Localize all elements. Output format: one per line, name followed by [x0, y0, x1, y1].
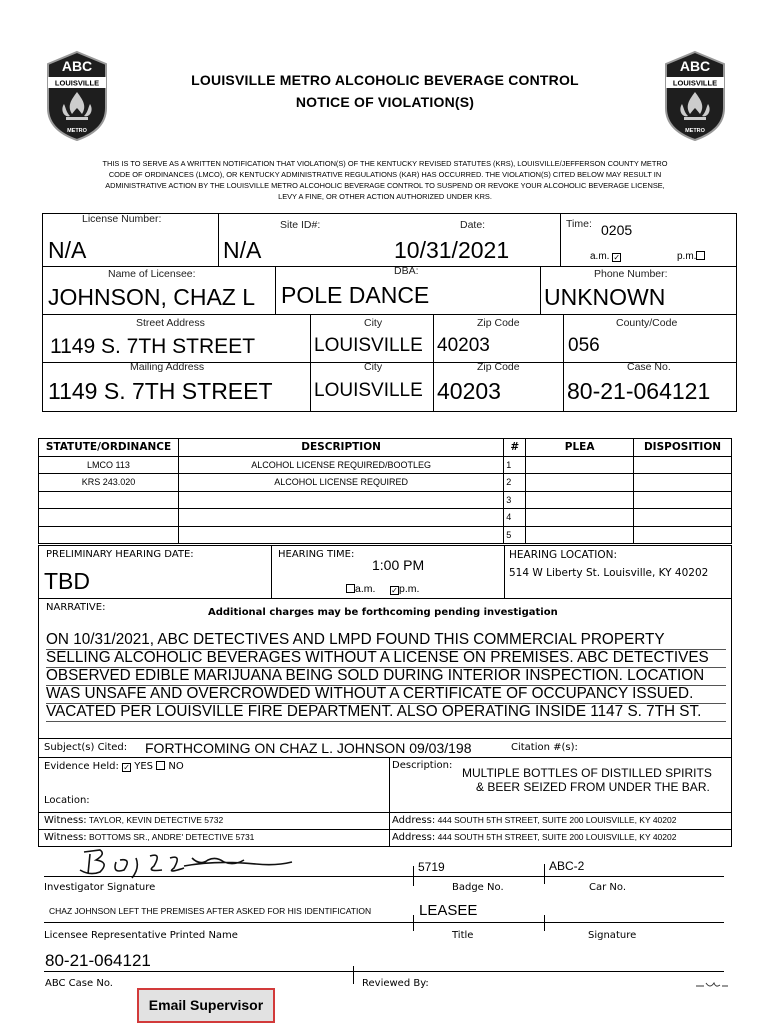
mail-zip-value[interactable]: 40203 — [437, 378, 501, 404]
number-cell: 1 — [504, 456, 526, 474]
car-value[interactable]: ABC-2 — [549, 859, 585, 873]
disposition-cell[interactable] — [634, 456, 732, 474]
witness-name[interactable]: TAYLOR, KEVIN DETECTIVE 5732 — [88, 815, 224, 825]
evidence-label: Evidence Held: ✓ YES NO — [44, 761, 184, 772]
case-label: Case No. — [627, 361, 671, 373]
abc-case-value[interactable]: 80-21-064121 — [45, 951, 151, 970]
evidence-description-label: Description: — [392, 760, 453, 771]
col-description: DESCRIPTION — [178, 439, 503, 457]
violations-table — [38, 438, 732, 544]
phone-value[interactable]: UNKNOWN — [544, 284, 666, 310]
title-label: Title — [452, 930, 474, 941]
licensee-rep-value[interactable]: CHAZ JOHNSON LEFT THE PREMISES AFTER ASKED FOR HIS IDENTIFICATION — [49, 906, 372, 916]
witness-address-2: Address: 444 SOUTH 5TH STREET, SUITE 200 LOUISVILLE, KY 40202 — [392, 832, 677, 843]
phone-label: Phone Number: — [594, 268, 668, 280]
badge-value[interactable]: 5719 — [418, 860, 445, 874]
dba-label: DBA: — [394, 265, 419, 277]
license-number-label: License Number: — [82, 213, 162, 225]
evidence-description-line2[interactable]: & BEER SEIZED FROM UNDER THE BAR. — [476, 780, 710, 794]
time-value[interactable]: 0205 — [601, 222, 633, 238]
logo-abc-text: ABC — [679, 58, 711, 74]
mail-city-label: City — [364, 361, 383, 373]
disposition-cell[interactable] — [634, 474, 732, 492]
evidence-no-label: NO — [168, 761, 184, 772]
statute-cell[interactable]: KRS 243.020 — [39, 474, 179, 492]
mail-city-value[interactable]: LOUISVILLE — [314, 380, 423, 401]
narrative-note: Additional charges may be forthcoming pending investigation — [208, 607, 558, 618]
plea-cell[interactable] — [526, 509, 634, 527]
narrative-line[interactable]: VACATED PER LOUISVILLE FIRE DEPARTMENT. ALSO OPERATING INSIDE 1147 S. 7TH ST. — [46, 703, 726, 722]
reviewed-by-label: Reviewed By: — [362, 978, 429, 989]
plea-cell[interactable] — [526, 526, 634, 544]
licensee-value[interactable]: JOHNSON, CHAZ L — [48, 284, 256, 310]
table-row — [39, 456, 732, 474]
description-cell[interactable]: ALCOHOL LICENSE REQUIRED/BOOTLEG — [178, 456, 503, 474]
form-title: LOUISVILLE METRO ALCOHOLIC BEVERAGE CONTROL — [191, 72, 579, 88]
description-cell[interactable]: ALCOHOL LICENSE REQUIRED — [178, 474, 503, 492]
table-row — [39, 474, 732, 492]
logo-band-text: LOUISVILLE — [672, 78, 718, 88]
dba-value[interactable]: POLE DANCE — [281, 282, 430, 308]
col-plea: PLEA — [526, 439, 634, 457]
hearing-location-value[interactable]: 514 W Liberty St. Louisville, KY 40202 — [509, 567, 709, 579]
time-pm-option[interactable]: p.m. — [677, 251, 705, 262]
zip-label: Zip Code — [477, 317, 520, 329]
reviewer-initials-mark — [694, 980, 730, 992]
narrative-line[interactable]: ON 10/31/2021, ABC DETECTIVES AND LMPD FOUND THIS COMMERCIAL PROPERTY — [46, 631, 726, 650]
number-cell: 5 — [504, 526, 526, 544]
subjects-label: Subject(s) Cited: — [44, 742, 128, 753]
hearing-location-label: HEARING LOCATION: — [509, 549, 618, 561]
mail-zip-label: Zip Code — [477, 361, 520, 373]
witness-row-1: Witness: TAYLOR, KEVIN DETECTIVE 5732 — [44, 815, 224, 826]
narrative-line[interactable]: OBSERVED EDIBLE MARIJUANA BEING SOLD DURING INTERIOR INSPECTION. LOCATION — [46, 667, 726, 686]
am-checkbox[interactable]: ✓ — [613, 253, 621, 262]
evidence-yes-label: YES — [134, 761, 154, 772]
witness-address[interactable]: 444 SOUTH 5TH STREET, SUITE 200 LOUISVILLE, KY 40202 — [437, 815, 677, 825]
narrative-label: NARRATIVE: — [46, 602, 106, 613]
hearing-am-checkbox[interactable] — [346, 584, 355, 593]
licensee-rep-label: Licensee Representative Printed Name — [44, 930, 238, 941]
mailing-value[interactable]: 1149 S. 7TH STREET — [48, 378, 273, 404]
evidence-no-checkbox[interactable] — [156, 761, 165, 770]
time-am-option[interactable]: a.m. ✓ — [590, 251, 621, 262]
hearing-pm-checkbox[interactable]: ✓ — [391, 586, 398, 595]
form-subtitle: NOTICE OF VIOLATION(S) — [295, 94, 475, 110]
disposition-cell[interactable] — [634, 509, 732, 527]
hearing-date-label: PRELIMINARY HEARING DATE: — [46, 549, 194, 560]
description-cell[interactable] — [178, 509, 503, 527]
date-value[interactable]: 10/31/2021 — [394, 237, 510, 263]
license-number-value[interactable]: N/A — [48, 237, 87, 263]
logo-metro-text: METRO — [685, 128, 705, 134]
table-row — [39, 526, 732, 544]
description-cell[interactable] — [178, 526, 503, 544]
case-value[interactable]: 80-21-064121 — [567, 378, 711, 404]
county-label: County/Code — [616, 317, 678, 329]
pm-checkbox[interactable] — [696, 251, 705, 260]
statute-cell[interactable] — [39, 509, 179, 527]
zip-value[interactable]: 40203 — [437, 335, 490, 356]
mailing-label: Mailing Address — [130, 361, 205, 373]
hearing-pm-option[interactable]: ✓p.m. — [391, 583, 420, 595]
investigator-signature-image — [66, 844, 306, 880]
city-value[interactable]: LOUISVILLE — [314, 335, 423, 356]
email-supervisor-button[interactable]: Email Supervisor — [137, 988, 275, 1023]
time-label: Time: — [566, 218, 592, 230]
hearing-time-label: HEARING TIME: — [278, 549, 355, 560]
table-row — [39, 491, 732, 509]
number-cell: 3 — [504, 491, 526, 509]
site-id-label: Site ID#: — [280, 219, 321, 231]
signature-label: Signature — [588, 930, 637, 941]
county-value[interactable]: 056 — [568, 335, 600, 356]
street-value[interactable]: 1149 S. 7TH STREET — [50, 335, 256, 358]
abc-case-label: ABC Case No. — [45, 978, 113, 989]
violations-header-row — [39, 439, 732, 457]
logo-metro-text: METRO — [67, 128, 87, 134]
table-row — [39, 509, 732, 527]
disposition-cell[interactable] — [634, 526, 732, 544]
col-disposition: DISPOSITION — [634, 439, 732, 457]
hearing-time-value[interactable]: 1:00 PM — [372, 557, 425, 573]
plea-cell[interactable] — [526, 474, 634, 492]
logo-band-text: LOUISVILLE — [54, 78, 100, 88]
narrative-line[interactable]: SELLING ALCOHOLIC BEVERAGES WITHOUT A LICENSE ON PREMISES. ABC DETECTIVES — [46, 649, 726, 668]
narrative-line[interactable]: WAS UNSAFE AND OVERCROWDED WITHOUT A CERTIFICATE OF OCCUPANCY ISSUED. — [46, 685, 726, 704]
witness-address-1: Address: 444 SOUTH 5TH STREET, SUITE 200 LOUISVILLE, KY 40202 — [392, 815, 677, 826]
description-cell[interactable] — [178, 491, 503, 509]
citation-label: Citation #(s): — [511, 742, 578, 753]
hearing-am-option[interactable]: a.m. — [346, 583, 375, 595]
investigator-signature-label: Investigator Signature — [44, 882, 156, 893]
disposition-cell[interactable] — [634, 491, 732, 509]
subjects-value[interactable]: FORTHCOMING ON CHAZ L. JOHNSON 09/03/198 — [145, 740, 472, 756]
col-statute: STATUTE/ORDINANCE — [39, 439, 179, 457]
number-cell: 4 — [504, 509, 526, 527]
witness-name[interactable]: BOTTOMS SR., ANDRE' DETECTIVE 5731 — [89, 832, 255, 842]
site-id-value[interactable]: N/A — [223, 237, 262, 263]
licensee-label: Name of Licensee: — [108, 268, 196, 280]
evidence-description-line1[interactable]: MULTIPLE BOTTLES OF DISTILLED SPIRITS — [462, 766, 712, 780]
city-label: City — [364, 317, 383, 329]
witness-row-2: Witness: BOTTOMS SR., ANDRE' DETECTIVE 5731 — [44, 832, 255, 843]
statute-cell[interactable] — [39, 491, 179, 509]
hearing-date-value[interactable]: TBD — [44, 568, 90, 594]
col-number: # — [504, 439, 526, 457]
evidence-location-label: Location: — [44, 795, 90, 806]
plea-cell[interactable] — [526, 456, 634, 474]
intro-notice: THIS IS TO SERVE AS A WRITTEN NOTIFICATION THAT VIOLATION(S) OF THE KENTUCKY REVISED STATUTES (KRS), LOUISVILLE/JEFFERSON COUNTY METRO CODE OF ORDINANCES (LMCO), OR KENTUCKY ADMINISTRATIVE REGULATIONS (KAR) HAS OCCURRED. THE VIOLATION(S) CITED BELOW MAY RESULT IN ADMINISTRATIVE ACTION BY THE LOUISVILLE METRO ALCOHOLIC BEVERAGE CONTROL TO SUSPEND OR REVOKE YOUR ALCOHOLIC BEVERAGE LICENSE, LEVY A FINE, OR OTHER ACTION AUTHORIZED UNDER KRS. — [102, 159, 668, 201]
date-label: Date: — [460, 219, 486, 231]
evidence-yes-checkbox[interactable]: ✓ — [123, 763, 130, 772]
statute-cell[interactable]: LMCO 113 — [39, 456, 179, 474]
car-label: Car No. — [589, 882, 627, 893]
street-label: Street Address — [136, 317, 205, 329]
badge-label: Badge No. — [452, 882, 504, 893]
title-value[interactable]: LEASEE — [419, 902, 478, 919]
number-cell: 2 — [504, 474, 526, 492]
plea-cell[interactable] — [526, 491, 634, 509]
statute-cell[interactable] — [39, 526, 179, 544]
witness-address[interactable]: 444 SOUTH 5TH STREET, SUITE 200 LOUISVILLE, KY 40202 — [437, 832, 677, 842]
logo-abc-text: ABC — [61, 58, 93, 74]
